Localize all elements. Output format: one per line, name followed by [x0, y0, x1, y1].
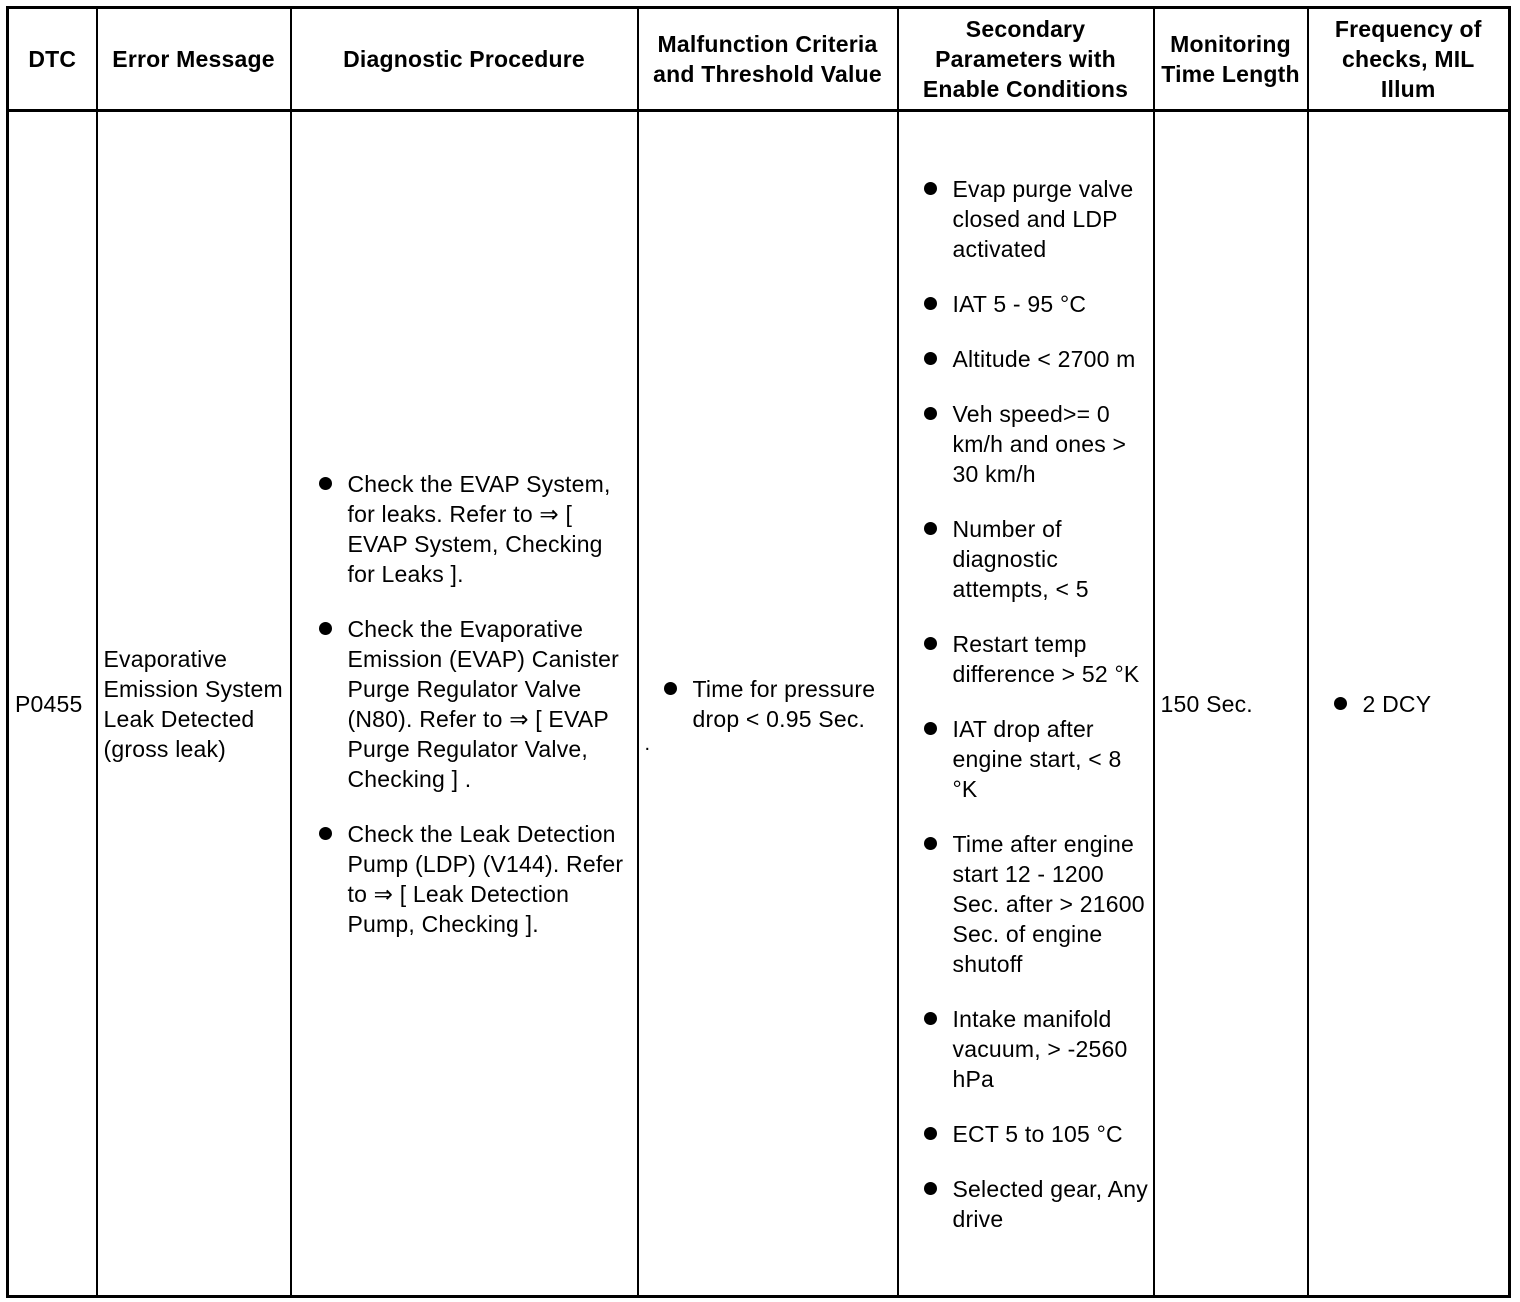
list-item-text: IAT 5 - 95 °C: [952, 290, 1087, 317]
header-monitoring-time: Monitoring Time Length: [1154, 8, 1308, 111]
header-frequency: Frequency of checks, MIL Illum: [1308, 8, 1510, 111]
bullet-icon: [924, 722, 937, 735]
bullet-icon: [924, 1127, 937, 1140]
bullet-icon: [924, 182, 937, 195]
bullet-icon: [924, 1012, 937, 1025]
bullet-icon: [1334, 697, 1347, 710]
header-diagnostic-procedure: Diagnostic Procedure: [291, 8, 638, 111]
list-item: [921, 1119, 1149, 1149]
table-row: [8, 111, 1510, 1297]
list-item-text: Number of diagnostic attempts, < 5: [952, 515, 1089, 602]
bullet-icon: [924, 352, 937, 365]
list-item: [316, 819, 633, 939]
list-item-text: Check the EVAP System, for leaks. Refer to ⇒ [ EVAP System, Checking for Leaks ].: [347, 470, 611, 587]
bullet-icon: [924, 837, 937, 850]
cell-frequency: [1308, 111, 1510, 1297]
header-row: [8, 8, 1510, 111]
list-item-text: IAT drop after engine start, < 8 °K: [952, 715, 1122, 802]
criteria-list: [661, 674, 891, 734]
list-item: [921, 289, 1149, 319]
list-item-text: ECT 5 to 105 °C: [952, 1120, 1123, 1147]
bullet-icon: [924, 407, 937, 420]
frequency-list: [1331, 689, 1503, 719]
list-item: [921, 629, 1149, 689]
secondary-list: [921, 174, 1149, 1234]
cell-dtc: P0455: [8, 111, 97, 1297]
list-item: [921, 174, 1149, 264]
cell-error-message: Evaporative Emission System Leak Detected (gross leak): [97, 111, 291, 1297]
header-dtc: DTC: [8, 8, 97, 111]
list-item: [661, 674, 891, 734]
list-item: [316, 614, 633, 794]
list-item: [316, 469, 633, 589]
list-item-text: Evap purge valve closed and LDP activated: [952, 175, 1134, 262]
list-item-text: Restart temp difference > 52 °K: [952, 630, 1140, 687]
cell-monitoring-time: 150 Sec.: [1154, 111, 1308, 1297]
bullet-icon: [319, 477, 332, 490]
bullet-icon: [319, 622, 332, 635]
bullet-icon: [924, 637, 937, 650]
procedure-list: [316, 469, 633, 939]
bullet-icon: [924, 297, 937, 310]
header-secondary-parameters: Secondary Parameters with Enable Conditions: [898, 8, 1154, 111]
list-item: [921, 399, 1149, 489]
cell-diagnostic-procedure: [291, 111, 638, 1297]
list-item-text: Veh speed>= 0 km/h and ones > 30 km/h: [952, 400, 1127, 487]
list-item-text: Check the Leak Detection Pump (LDP) (V144). Refer to ⇒ [ Leak Detection Pump, Checking ].: [347, 820, 624, 937]
bullet-icon: [319, 827, 332, 840]
cell-secondary-parameters: [898, 111, 1154, 1297]
bullet-icon: [924, 1182, 937, 1195]
list-item: [921, 829, 1149, 979]
header-error-message: Error Message: [97, 8, 291, 111]
dtc-table: [6, 6, 1511, 1298]
list-item: [921, 1004, 1149, 1094]
list-item-text: 2 DCY: [1362, 690, 1432, 717]
cell-malfunction-criteria: [638, 111, 898, 1297]
header-malfunction-criteria: Malfunction Criteria and Threshold Value: [638, 8, 898, 111]
bullet-icon: [924, 522, 937, 535]
list-item-text: Time after engine start 12 - 1200 Sec. after > 21600 Sec. of engine shutoff: [952, 830, 1145, 977]
list-item-text: Selected gear, Any drive: [952, 1175, 1148, 1232]
list-item-text: Time for pressure drop < 0.95 Sec.: [692, 675, 876, 732]
list-item-text: Intake manifold vacuum, > -2560 hPa: [952, 1005, 1128, 1092]
list-item: [921, 1174, 1149, 1234]
list-item: [1331, 689, 1503, 719]
bullet-icon: [664, 682, 677, 695]
list-item: [921, 714, 1149, 804]
list-item-text: Check the Evaporative Emission (EVAP) Canister Purge Regulator Valve (N80). Refer to ⇒ [ EVAP Purge Regulator Valve, Checking ] .: [347, 615, 620, 792]
list-item: [921, 514, 1149, 604]
list-item: [921, 344, 1149, 374]
list-item-text: Altitude < 2700 m: [952, 345, 1136, 372]
stray-period: .: [644, 733, 651, 755]
